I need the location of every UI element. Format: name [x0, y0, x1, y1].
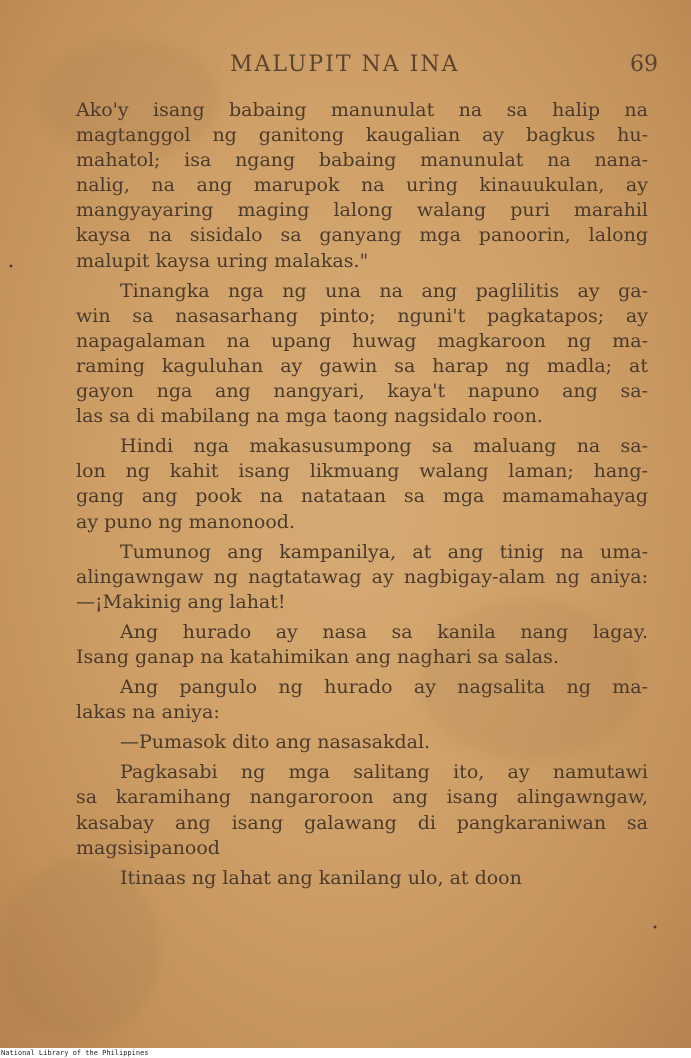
text-line: kasabay ang isang galawang di pangkaraniwan sa	[76, 811, 648, 834]
paragraph	[76, 675, 648, 725]
text-line: magtanggol ng ganitong kaugalian ay bagkus hu-	[76, 124, 648, 147]
text-line: mangyayaring maging lalong walang puri marahil	[76, 199, 648, 222]
paragraph	[76, 760, 648, 860]
text-line: gang ang pook na natataan sa mga mamamahayag	[76, 485, 648, 508]
paragraph	[76, 620, 648, 670]
paragraph	[76, 730, 648, 755]
text-line: mahatol; isa ngang babaing manunulat na nana-	[76, 149, 648, 172]
text-line: sa karamihang nangaroroon ang isang alingawngaw,	[76, 786, 648, 809]
text-line: raming kaguluhan ay gawin sa harap ng madla; at	[76, 354, 648, 377]
library-credit: National Library of the Philippines	[1, 1049, 149, 1057]
text-line: Hindi nga makasusumpong sa maluang na sa-	[120, 435, 648, 458]
margin-dot: •	[652, 923, 658, 934]
text-line: —Pumasok dito ang nasasakdal.	[120, 731, 431, 754]
text-line: kaysa na sisidalo sa ganyang mga panoorin, lalong	[76, 224, 648, 247]
text-line: Itinaas ng lahat ang kanilang ulo, at doon	[120, 866, 522, 889]
body-text	[76, 98, 648, 896]
text-line: lakas na aniya:	[76, 701, 220, 724]
paragraph	[76, 98, 648, 274]
text-line: gayon nga ang nangyari, kaya't napuno ang sa-	[76, 380, 648, 403]
paragraph	[76, 866, 648, 891]
text-line: malupit kaysa uring malakas."	[76, 249, 369, 272]
text-line: win sa nasasarhang pinto; nguni't pagkatapos; ay	[76, 304, 648, 327]
text-line: nalig, na ang marupok na uring kinauukulan, ay	[76, 174, 648, 197]
text-line: —¡Makinig ang lahat!	[76, 590, 286, 613]
running-title: MALUPIT NA INA	[230, 52, 460, 77]
paragraph	[76, 540, 648, 615]
text-line: Ako'y isang babaing manunulat na sa halip na	[76, 99, 648, 121]
text-line: las sa di mabilang na mga taong nagsidalo roon.	[76, 405, 543, 428]
text-line: magsisipanood	[76, 836, 220, 859]
text-line: alingawngaw ng nagtatawag ay nagbigay-alam ng aniya:	[76, 565, 648, 588]
paragraph	[76, 279, 648, 430]
text-line: Tumunog ang kampanilya, at ang tinig na uma-	[120, 540, 648, 563]
text-line: Pagkasabi ng mga salitang ito, ay namutawi	[120, 761, 648, 784]
text-line: Ang pangulo ng hurado ay nagsalita ng ma-	[120, 676, 648, 699]
margin-dot: •	[8, 262, 14, 273]
text-line: lon ng kahit isang likmuang walang laman; hang-	[76, 460, 648, 483]
running-head	[78, 52, 658, 82]
paragraph	[76, 434, 648, 534]
text-line: Ang hurado ay nasa sa kanila nang lagay.	[120, 620, 648, 643]
text-line: napagalaman na upang huwag magkaroon ng ma-	[76, 329, 648, 352]
page-number: 69	[630, 52, 658, 77]
text-line: ay puno ng manonood.	[76, 510, 295, 533]
text-line: Isang ganap na katahimikan ang naghari sa salas.	[76, 645, 559, 668]
text-line: Tinangka nga ng una na ang paglilitis ay ga-	[120, 279, 648, 302]
